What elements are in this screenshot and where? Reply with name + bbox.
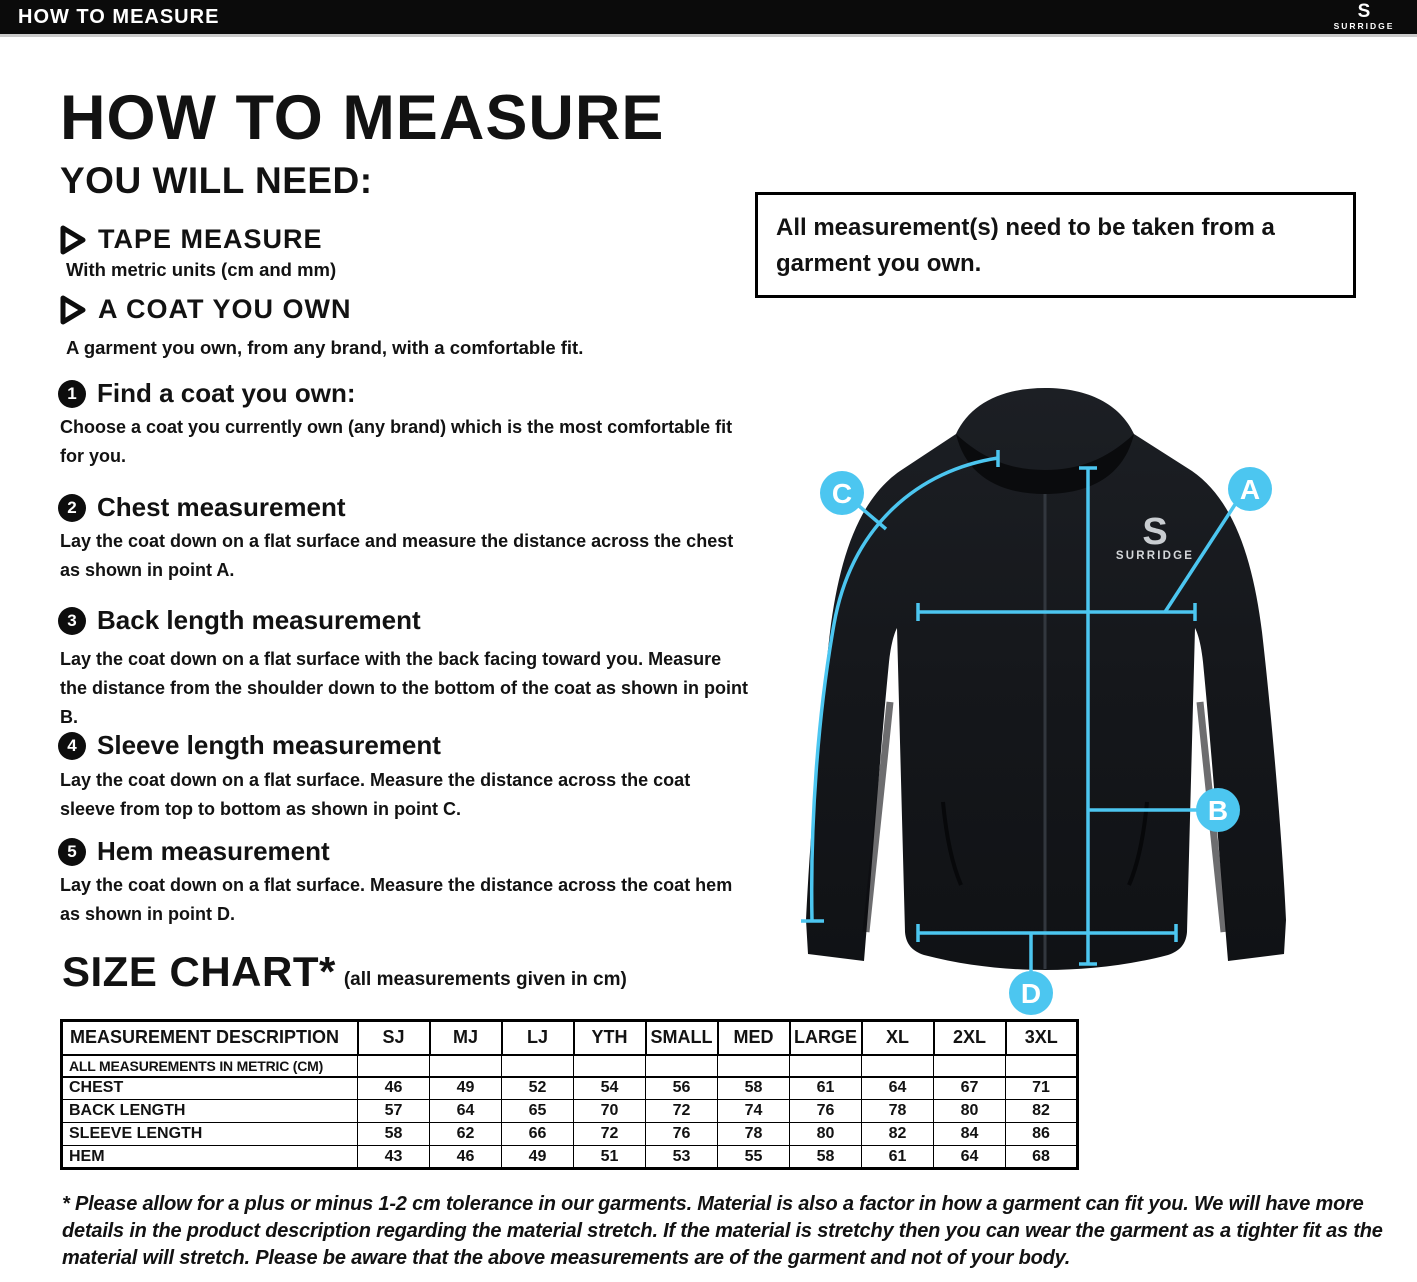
surridge-logo-icon (1321, 0, 1407, 34)
logo-initial: S (1357, 1, 1371, 22)
size-value-cell: 76 (790, 1100, 862, 1123)
empty-cell (1006, 1055, 1078, 1077)
top-bar-title: HOW TO MEASURE (18, 5, 220, 28)
need-item-tape-measure (60, 224, 323, 255)
column-header-large: LARGE (790, 1021, 862, 1055)
point-a-label: A (1239, 474, 1261, 505)
step-title: Sleeve length measurement (97, 730, 441, 760)
step-number-badge: 4 (58, 732, 86, 760)
step-2-body: Lay the coat down on a flat surface and measure the distance across the chest as shown in point A. (60, 531, 734, 580)
step-number-badge: 3 (58, 607, 86, 635)
step-title: Back length measurement (97, 605, 421, 635)
step-number-badge: 5 (58, 838, 86, 866)
size-value-cell: 82 (1006, 1100, 1078, 1123)
size-value-cell: 80 (934, 1100, 1006, 1123)
size-value-cell: 74 (718, 1100, 790, 1123)
empty-cell (934, 1055, 1006, 1077)
play-triangle-icon (60, 295, 86, 325)
page-title: HOW TO MEASURE (60, 83, 665, 153)
step-title: Find a coat you own: (97, 378, 356, 408)
size-value-cell: 76 (646, 1123, 718, 1146)
size-value-cell: 64 (862, 1077, 934, 1100)
you-will-need-heading: YOU WILL NEED: (60, 160, 373, 201)
column-header-lj: LJ (502, 1021, 574, 1055)
size-value-cell: 49 (430, 1077, 502, 1100)
tolerance-footnote: * Please allow for a plus or minus 1-2 cm tolerance in our garments. Material is also a factor in how a garment can fit you. We will have more details in the product description regarding the material stretch. If the material is stretchy then you can wear the garment as a tighter fit as the material will stretch. Please be aware that the above measurements are of the garment and not of your body. (62, 1193, 1383, 1269)
need-desc: With metric units (cm and mm) (66, 259, 337, 280)
step-3-body: Lay the coat down on a flat surface with the back facing toward you. Measure the distance from the shoulder down to the bottom of the coat as shown in point B. (60, 649, 748, 727)
size-value-cell: 46 (430, 1146, 502, 1169)
size-row-chest (62, 1077, 1078, 1100)
size-value-cell: 64 (430, 1100, 502, 1123)
size-value-cell: 84 (934, 1123, 1006, 1146)
size-value-cell: 62 (430, 1123, 502, 1146)
empty-cell (502, 1055, 574, 1077)
point-d-label: D (1020, 978, 1042, 1009)
step-1-header (58, 378, 356, 409)
step-3-header (58, 605, 421, 636)
size-value-cell: 49 (502, 1146, 574, 1169)
size-value-cell: 72 (574, 1123, 646, 1146)
jacket-photo (806, 388, 1286, 970)
jacket-measurement-diagram (740, 372, 1400, 1032)
size-value-cell: 51 (574, 1146, 646, 1169)
step-2-header (58, 492, 346, 523)
step-4-body: Lay the coat down on a flat surface. Measure the distance across the coat sleeve from top to bottom as shown in point C. (60, 770, 691, 819)
need-desc: A garment you own, from any brand, with a comfortable fit. (66, 337, 584, 358)
size-value-cell: 64 (934, 1146, 1006, 1169)
need-label: TAPE MEASURE (98, 224, 323, 254)
size-chart-heading (62, 948, 627, 996)
empty-cell (646, 1055, 718, 1077)
step-title: Chest measurement (97, 492, 346, 522)
size-value-cell: 67 (934, 1077, 1006, 1100)
logo-wordmark: SURRIDGE (1333, 21, 1395, 31)
size-value-cell: 78 (862, 1100, 934, 1123)
chest-logo-wordmark: SURRIDGE (1115, 550, 1195, 562)
column-header-measurement-description: MEASUREMENT DESCRIPTION (62, 1021, 358, 1055)
column-header-mj: MJ (430, 1021, 502, 1055)
step-5-body: Lay the coat down on a flat surface. Measure the distance across the coat hem as shown in point D. (60, 875, 733, 924)
top-bar (0, 0, 1417, 37)
row-label: HEM (62, 1146, 358, 1169)
metric-note-cell: ALL MEASUREMENTS IN METRIC (CM) (62, 1055, 358, 1077)
column-header-2xl: 2XL (934, 1021, 1006, 1055)
size-value-cell: 82 (862, 1123, 934, 1146)
point-c-label: C (831, 478, 853, 509)
size-value-cell: 86 (1006, 1123, 1078, 1146)
column-header-sj: SJ (358, 1021, 430, 1055)
need-item-coat (60, 294, 352, 325)
size-value-cell: 68 (1006, 1146, 1078, 1169)
size-value-cell: 70 (574, 1100, 646, 1123)
column-header-xl: XL (862, 1021, 934, 1055)
size-value-cell: 53 (646, 1146, 718, 1169)
size-value-cell: 46 (358, 1077, 430, 1100)
empty-cell (718, 1055, 790, 1077)
step-title: Hem measurement (97, 836, 330, 866)
size-chart-subtitle: (all measurements given in cm) (343, 969, 627, 990)
empty-cell (430, 1055, 502, 1077)
column-header-med: MED (718, 1021, 790, 1055)
size-value-cell: 55 (718, 1146, 790, 1169)
size-chart-title: SIZE CHART* (62, 948, 336, 995)
size-value-cell: 72 (646, 1100, 718, 1123)
step-number-badge: 2 (58, 494, 86, 522)
measurement-note-box: All measurement(s) need to be taken from a garment you own. (755, 192, 1356, 298)
size-value-cell: 80 (790, 1123, 862, 1146)
column-header-3xl: 3XL (1006, 1021, 1078, 1055)
column-header-yth: YTH (574, 1021, 646, 1055)
empty-cell (358, 1055, 430, 1077)
empty-cell (862, 1055, 934, 1077)
size-value-cell: 58 (358, 1123, 430, 1146)
size-value-cell: 65 (502, 1100, 574, 1123)
step-1-body: Choose a coat you currently own (any brand) which is the most comfortable fit for you. (60, 417, 733, 466)
size-value-cell: 58 (790, 1146, 862, 1169)
size-value-cell: 57 (358, 1100, 430, 1123)
size-row-hem (62, 1146, 1078, 1169)
size-value-cell: 56 (646, 1077, 718, 1100)
size-value-cell: 61 (862, 1146, 934, 1169)
size-value-cell: 78 (718, 1123, 790, 1146)
size-value-cell: 71 (1006, 1077, 1078, 1100)
size-value-cell: 58 (718, 1077, 790, 1100)
column-header-small: SMALL (646, 1021, 718, 1055)
size-row-sleeve-length (62, 1123, 1078, 1146)
chest-logo-initial: S (1142, 511, 1168, 553)
empty-cell (574, 1055, 646, 1077)
size-value-cell: 66 (502, 1123, 574, 1146)
row-label: BACK LENGTH (62, 1100, 358, 1123)
size-value-cell: 61 (790, 1077, 862, 1100)
size-chart-table (60, 1019, 1079, 1170)
need-label: A COAT YOU OWN (98, 294, 352, 324)
play-triangle-icon (60, 225, 86, 255)
size-value-cell: 52 (502, 1077, 574, 1100)
step-4-header (58, 730, 441, 761)
size-row-back-length (62, 1100, 1078, 1123)
size-value-cell: 54 (574, 1077, 646, 1100)
point-b-label: B (1207, 795, 1229, 826)
empty-cell (790, 1055, 862, 1077)
row-label: CHEST (62, 1077, 358, 1100)
step-5-header (58, 836, 330, 867)
step-number-badge: 1 (58, 380, 86, 408)
size-value-cell: 43 (358, 1146, 430, 1169)
row-label: SLEEVE LENGTH (62, 1123, 358, 1146)
